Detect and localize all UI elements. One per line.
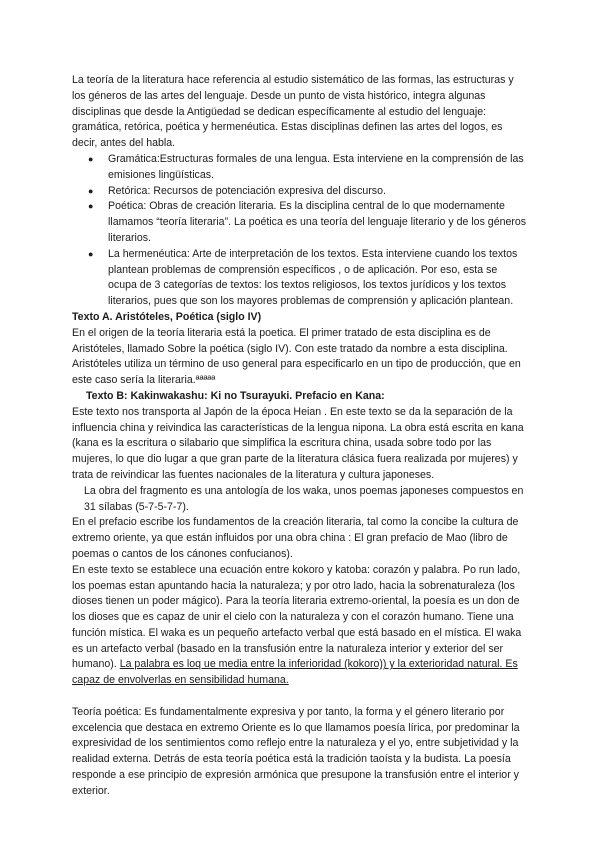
texto-b-paragraph-3: En el prefacio escribe los fundamentos de la creación literaria, tal como la concibe la cultura de extremo oriente, ya que están influidos por una obra china : El gran prefacio de Mao (libro de poemas o cantos de los cánones confucianos).	[72, 516, 519, 560]
bullet-icon: ●	[88, 248, 94, 259]
texto-b-paragraph-2: La obra del fragmento es una antología de los waka, unos poemas japoneses compuestos en 31 sílabas (5-7-5-7-7).	[84, 484, 524, 513]
intro-paragraph: La teoría de la literatura hace referencia al estudio sistemático de las formas, las estructuras y los géneros de las artes del lenguaje. Desde un punto de vista histórico, integra algunas disciplinas que desde la Antigüedad se dedican específicamente al estudio del lenguaje: gramática, retórica, poética y hermenéutica. Estas disciplinas definen las artes del logos, es decir, antes del habla.	[72, 74, 514, 150]
texto-a-heading: Texto A. Aristóteles, Poética (siglo IV)	[72, 310, 262, 323]
spacer	[72, 689, 528, 705]
document-body	[72, 73, 528, 800]
list-item: ● Poética: Obras de creación literaria. Es la disciplina central de lo que modernamente llamamos “teoría literaria”. La poética es una teoría del lenguaje literario y de los géneros literarios.	[88, 200, 527, 244]
list-item: ● La hermenéutica: Arte de interpretación de los textos. Esta interviene cuando los textos plantean problemas de comprensión específicos , o de aplicación. Por eso, esta se ocupa de 3 categorías de textos: los textos religiosos, los textos jurídicos y los textos literarios, pues que son los mayores problemas de comprensión y aplicación plantean.	[88, 247, 518, 308]
list-item: ● Retórica: Recursos de potenciación expresiva del discurso.	[88, 184, 528, 200]
disciplines-list	[72, 152, 528, 310]
bullet-icon: ●	[88, 185, 94, 196]
teoria-poetica-paragraph: Teoría poética: Es fundamentalmente expresiva y por tanto, la forma y el género literario por excelencia que destaca en extremo Oriente es lo que llamamos poesía lírica, por predominar la expresividad de los sentimientos como reflejo entre la naturaleza y el yo, entre subjetividad y la realidad externa. Detrás de esta teoría poética está la tradición taoísta y la budista. La poesía responde a ese principio de expresión armónica que presupone la transfusión entre el interior y exterior.	[72, 705, 520, 797]
texto-b-paragraph-1: Este texto nos transporta al Japón de la época Heian . En este texto se da la separación de la influencia china y reivindica las características de la lengua nipona. La obra está escrita en kana (kana es la escritura o silabario que simplifica la escritura china, usada sobre todo por las mujeres, lo que dio lugar a que gran parte de la literatura clásica fuera realizada por mujeres) y trata de reivindicar las fuentes nacionales de la literatura y cultura japoneses.	[72, 405, 524, 481]
list-item: ● Gramática:Estructuras formales de una lengua. Esta interviene en la comprensión de las emisiones lingüísticas.	[88, 152, 524, 181]
underlined-text: La palabra es loq ue media entre la inferioridad (kokoro)) y la exterioridad natural. Es capaz de envolverlas en sensibilidad humana.	[72, 658, 518, 687]
texto-b-heading: Texto B: Kakinwakashu: Ki no Tsurayuki. Prefacio en Kana:	[86, 389, 385, 402]
bullet-icon: ●	[88, 153, 94, 164]
texto-a-body: En el origen de la teoría literaria está la poetica. El primer tratado de esta disciplina es de Aristóteles, llamado Sobre la poética (siglo IV). Con este tratado da nombre a esta disciplina. Aristóteles utiliza un término de uso general para especificarlo en un tipo de producción, que en este caso sería la literaria.ªªªªª	[72, 326, 521, 387]
texto-b-paragraph-4: En este texto se establece una ecuación entre kokoro y katoba: corazón y palabra. Po run lado, los poemas estan apuntando hacia la naturaleza; y por otro lado, hacia la sobrenaturaleza (los dioses tienen un poder mágico). Para la teoría literaria extremo-oriental, la poesía es un don de los dioses que es capaz de unir el cielo con la naturaleza y con el corazón humano. Tiene una función mística. El waka es un pequeño artefacto verbal que está basado en el mística. El waka es un artefacto verbal (basado en la transfusión entre la naturaleza interior y exterior del ser humano). La palabra es loq ue media entre la inferioridad (kokoro)) y la exterioridad natural. Es capaz de envolverlas en sensibilidad humana.	[72, 563, 522, 687]
bullet-icon: ●	[88, 201, 94, 212]
